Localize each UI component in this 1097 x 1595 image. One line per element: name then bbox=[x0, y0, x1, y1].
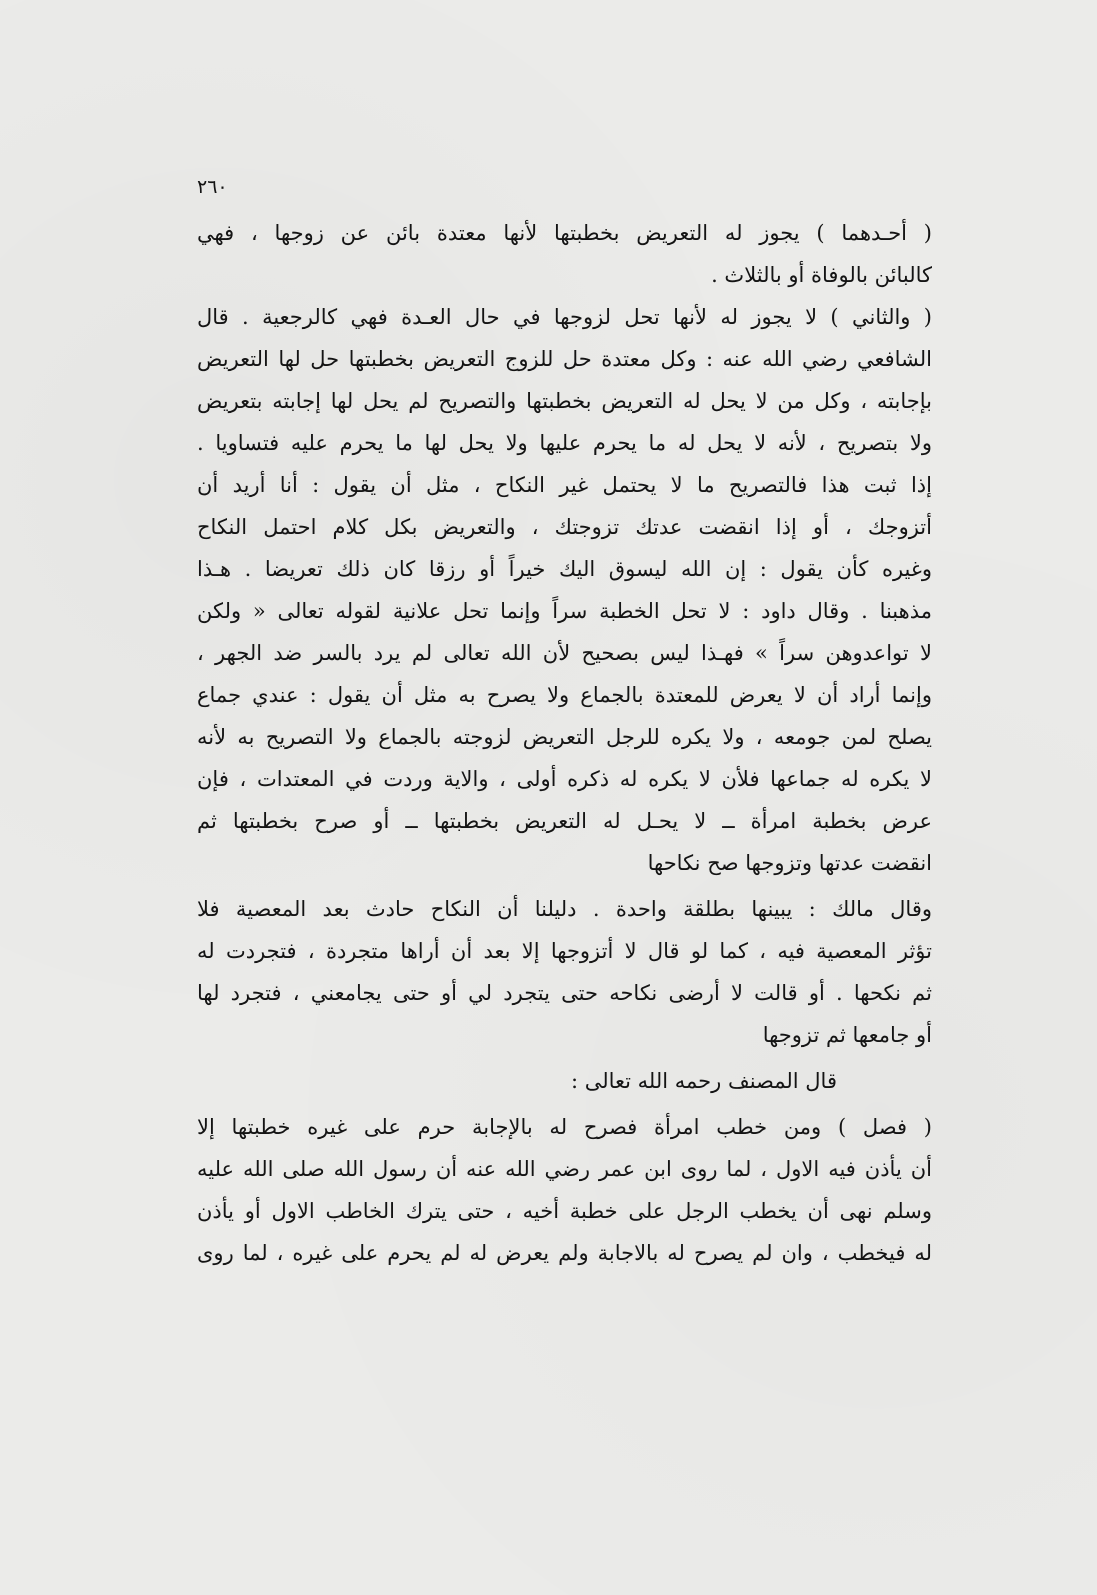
text-line: عرض بخطبة امرأة ــ لا يحـل له التعريض بخطبتها ــ أو صرح بخطبتها ثم bbox=[197, 809, 932, 833]
text-line: إذا ثبت هذا فالتصريح ما لا يحتمل غير النكاح ، مثل أن يقول : أنا أريد أن bbox=[197, 473, 932, 497]
text-line: ( فصل ) ومن خطب امرأة فصرح له بالإجابة حرم على غيره خطبتها إلا bbox=[197, 1115, 932, 1139]
text-line: ( أحـدهما ) يجوز له التعريض بخطبتها لأنها معتدة بائن عن زوجها ، فهي bbox=[197, 221, 932, 245]
text-line: وقال مالك : يبينها بطلقة واحدة . دليلنا أن النكاح حادث بعد المعصية فلا bbox=[197, 897, 932, 921]
text-line: أن يأذن فيه الاول ، لما روى ابن عمر رضي الله عنه أن رسول الله صلى الله عليه bbox=[197, 1157, 932, 1181]
paragraph-fasl bbox=[197, 1106, 932, 1274]
text-line: أتزوجك ، أو إذا انقضت عدتك تزوجتك ، والتعريض بكل كلام احتمل النكاح bbox=[197, 515, 932, 539]
text-line: كالبائن بالوفاة أو بالثلاث . bbox=[711, 263, 932, 287]
text-line: ثم نكحها . أو قالت لا أرضى نكاحه حتى يتجرد لي أو حتى يجامعني ، فتجرد لها bbox=[197, 981, 932, 1005]
text-line: مذهبنا . وقال داود : لا تحل الخطبة سراً وإنما تحل علانية لقوله تعالى « ولكن bbox=[197, 599, 932, 623]
text-line: يصلح لمن جومعه ، ولا يكره للرجل التعريض لزوجته بالجماع ولا التصريح به لأنه bbox=[197, 725, 932, 749]
text-line: لا تواعدوهن سراً » فهـذا ليس بصحيح لأن الله تعالى لم يرد بالسر ضد الجهر ، bbox=[197, 641, 932, 665]
text-line: أو جامعها ثم تزوجها bbox=[762, 1023, 932, 1047]
text-line: لا يكره له جماعها فلأن لا يكره له ذكره أولى ، والاية وردت في المعتدات ، فإن bbox=[197, 767, 932, 791]
text-line: انقضت عدتها وتزوجها صح نكاحها bbox=[647, 851, 932, 875]
text-line: وإنما أراد أن لا يعرض للمعتدة بالجماع ولا يصرح به مثل أن يقول : عندي جماع bbox=[197, 683, 932, 707]
text-line: ولا بتصريح ، لأنه لا يحل له ما يحرم عليها ولا يحل لها ما يحرم عليه فتساويا . bbox=[197, 431, 932, 455]
text-line: تؤثر المعصية فيه ، كما لو قال لا أتزوجها إلا بعد أن أراها متجردة ، فتجردت له bbox=[197, 939, 932, 963]
text-line: ( والثاني ) لا يجوز له لأنها تحل لزوجها في حال العـدة فهي كالرجعية . قال bbox=[197, 305, 932, 329]
page-number: ٢٦٠ bbox=[197, 176, 228, 198]
text-line: بإجابته ، وكل من لا يحل له التعريض بخطبتها والتصريح لم يحل لها إجابته بتعريض bbox=[197, 389, 932, 413]
section-heading: قال المصنف رحمه الله تعالى : bbox=[570, 1069, 837, 1093]
text-line: وسلم نهى أن يخطب الرجل على خطبة أخيه ، حتى يترك الخاطب الاول أو يأذن bbox=[197, 1199, 932, 1223]
paragraph-second-opinion bbox=[197, 296, 932, 884]
text-line: الشافعي رضي الله عنه : وكل معتدة حل للزوج التعريض بخطبتها حل لها التعريض bbox=[197, 347, 932, 371]
paragraph-malik bbox=[197, 888, 932, 1056]
text-line: له فيخطب ، وان لم يصرح له بالاجابة ولم يعرض له لم يحرم على غيره ، لما روى bbox=[197, 1241, 932, 1265]
text-line: وغيره كأن يقول : إن الله ليسوق اليك خيراً أو رزقا كان ذلك تعريضا . هـذا bbox=[197, 557, 932, 581]
paragraph-first-opinion bbox=[197, 212, 932, 296]
main-text bbox=[197, 212, 932, 1274]
